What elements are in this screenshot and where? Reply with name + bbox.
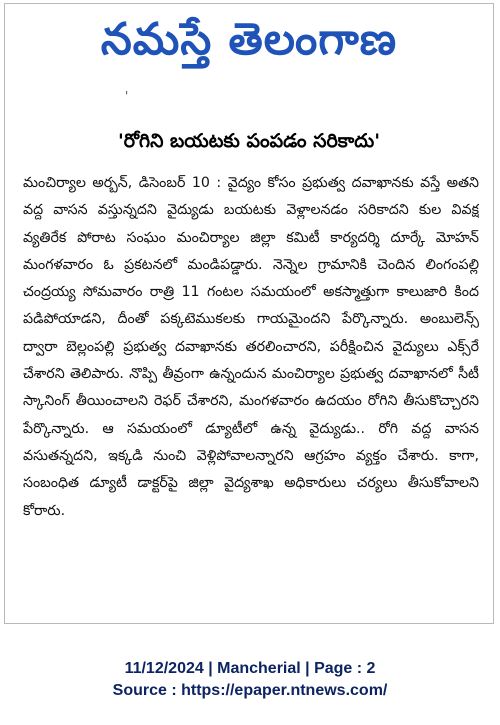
edition-meta: 11/12/2024 | Mancherial | Page : 2 xyxy=(124,660,376,677)
source-link[interactable]: Source : https://epaper.ntnews.com/ xyxy=(112,682,388,699)
clipping-frame xyxy=(4,3,494,624)
article-body: మంచిర్యాల అర్బన్, డిసెంబర్ 10 : వైద్యం కోసం ప్రభుత్వ దవాఖానకు వస్తే అతని వద్ద వాసన వస్తున్నదని వైద్యుడు బయటకు వెళ్లాలనడం సరికాదని కుల వివక్ష వ్యతిరేక పోరాట సంఘం మంచిర్యాల జిల్లా కమిటీ కార్యదర్శి దూర్కే మోహన్ మంగళవారం ఓ ప్రకటనలో మండిపడ్డారు. నెన్నెల గ్రామానికి చెందిన లింగంపల్లి చంద్రయ్య సోమవారం రాత్రి 11 గంటల సమయంలో అకస్మాత్తుగా కాలుజారి కింద పడిపోయాడని, దీంతో పక్కటెముకలకు గాయమైందని పేర్కొన్నారు. అంబులెన్స్ ద్వారా బెల్లంపల్లి ప్రభుత్వ దవాఖానకు తరలించారని, పరీక్షించిన వైద్యులు ఎక్స్‌రే చేశారని తెలిపారు. నొప్పి తీవ్రంగా ఉన్నందున మంచిర్యాల ప్రభుత్వ దవాఖానలో సీటీ స్కానింగ్ తీయించాలని రెఫర్ చేశారని, మంగళవారం ఉదయం రోగిని తీసుకొచ్చారని పేర్కొన్నారు. ఆ సమయంలో డ్యూటీలో ఉన్న వైద్యుడు.. రోగి వద్ద వాసన వసుతన్నదని, ఇక్కడి నుంచి వెళ్లిపోవాలన్నారని ఆగ్రహం వ్యక్తం చేశారు. కాగా, సంబంధిత డ్యూటీ డాక్టర్‌పై జిల్లా వైద్యశాఖ అధికారులు చర్యలు తీసుకోవాలని కోరారు. xyxy=(23,175,479,519)
newspaper-masthead: నమస్తే తెలంగాణ xyxy=(100,14,398,65)
article-headline: 'రోగిని బయటకు పంపడం సరికాదు' xyxy=(117,130,381,152)
section-kicker: ' xyxy=(125,89,129,103)
clipping-footer xyxy=(0,658,500,702)
